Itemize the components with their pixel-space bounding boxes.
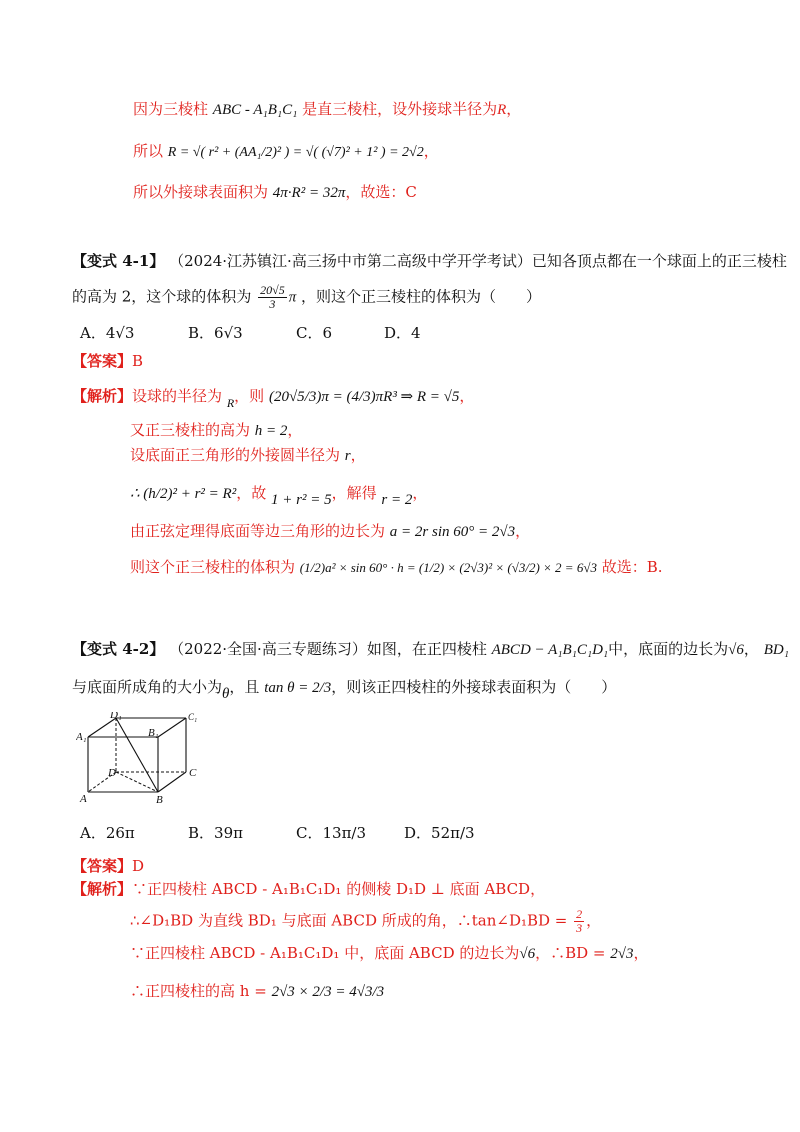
math-expr: BD₁ <box>763 642 789 658</box>
prev-line-3 <box>133 181 417 204</box>
text: ， <box>287 421 303 439</box>
q42-sol-3 <box>130 942 649 965</box>
q41-option-b: B．6√3 <box>188 324 243 342</box>
analysis-label: 【解析】 <box>72 880 133 898</box>
frac-den: 3 <box>576 921 583 935</box>
question-tag: 【变式 4-2】 <box>72 640 165 658</box>
q41-sol-6 <box>130 556 663 579</box>
frac-num: 2 <box>576 907 583 921</box>
frac-num: 20√5 <box>260 283 285 297</box>
text: 设底面正三角形的外接圆半径为 <box>130 446 341 464</box>
q42-sol-4 <box>130 980 384 1003</box>
text: ，故选：C <box>345 183 417 201</box>
label-b: B <box>156 794 163 804</box>
analysis-label: 【解析】 <box>72 387 133 405</box>
text: 是直三棱柱，设外接球半径为 <box>302 100 498 118</box>
tan-fraction <box>574 908 584 935</box>
math-expr: a = 2r sin 60° = 2√3 <box>389 524 516 540</box>
label-b1: B₁ <box>148 727 159 739</box>
frac-den: 3 <box>269 297 276 311</box>
label-d: D <box>108 767 116 779</box>
q41-sol-5 <box>130 520 530 543</box>
answer-value: D <box>132 857 145 875</box>
math-expr: ABCD − A₁B₁C₁D₁ <box>491 642 609 658</box>
text: 由正弦定理得底面等边三角形的边长为 <box>130 522 386 540</box>
question-text: 中，底面的边长为 <box>608 640 729 658</box>
edge-c1b1 <box>158 718 186 737</box>
text: ， <box>350 446 366 464</box>
text: ，解得 <box>331 484 377 502</box>
text: 则这个正三棱柱的体积为 <box>130 558 296 576</box>
question-text: 与底面所成角的大小为 <box>72 678 223 696</box>
text: ，故 <box>236 484 267 502</box>
math-var: R <box>497 102 507 118</box>
math-expr: (20√5/3)π = (4/3)πR³ ⇒ R = √5 <box>268 389 460 405</box>
answer-label: 【答案】 <box>72 857 133 875</box>
q42-option-a: A．26π <box>80 824 135 842</box>
math-var: θ <box>222 686 230 702</box>
math-expr: √6 <box>728 642 744 658</box>
q42-sol-2 <box>130 908 601 935</box>
q42-answer <box>72 855 144 877</box>
prism-figure <box>76 712 206 804</box>
math-expr: 4π·R² = 32π <box>272 185 346 201</box>
math-var: r <box>344 448 351 464</box>
math-var: π <box>288 289 297 306</box>
text: ∵正四棱柱 ABCD - A₁B₁C₁D₁ 的侧棱 D₁D ⊥ 底面 ABCD， <box>132 880 546 898</box>
q42-line-1 <box>72 638 789 661</box>
text: ，∴BD = <box>535 944 606 962</box>
q41-answer <box>72 350 143 372</box>
question-text: 的高为 2，这个球的体积为 <box>72 287 252 306</box>
q42-option-c: C．13π/3 <box>296 824 367 842</box>
question-text: （2022·全国·高三专题练习）如图，在正四棱柱 <box>169 640 487 658</box>
text: 所以外接球表面积为 <box>133 183 269 201</box>
text: ， <box>423 142 439 160</box>
math-expr: 2√3 × 2/3 = 4√3/3 <box>271 984 385 1000</box>
math-var: R <box>226 396 235 410</box>
edge-bc <box>158 772 186 792</box>
math-expr: 1 + r² = 5 <box>270 492 332 508</box>
q41-sol-1 <box>72 385 474 414</box>
label-d1: D₁ <box>110 712 122 721</box>
question-text: ，则这个正三棱柱的体积为（ ） <box>301 287 542 306</box>
math-expr: 2√3 <box>610 946 634 962</box>
math-expr: h = 2 <box>254 423 288 439</box>
text: ， <box>459 387 475 405</box>
question-text: （2024·江苏镇江·高三扬中市第二高级中学开学考试）已知各顶点都在一个球面上的正三棱柱 <box>169 252 787 270</box>
math-expr: (1/2)a² × sin 60° · h = (1/2) × (2√3)² × (√3/2) × 2 = 6√3 <box>299 560 597 575</box>
text: ∵正四棱柱 ABCD - A₁B₁C₁D₁ 中，底面 ABCD 的边长为 <box>130 944 520 962</box>
text: ， <box>633 944 649 962</box>
q42-option-b: B．39π <box>188 824 243 842</box>
label-a: A <box>80 793 87 804</box>
q41-sol-2 <box>130 419 302 442</box>
text: ∴正四棱柱的高 h = <box>130 982 267 1000</box>
q42-sol-1 <box>72 878 545 900</box>
text: ， <box>506 100 522 118</box>
math-expr: √6 <box>519 946 536 962</box>
q41-line-1 <box>72 250 787 272</box>
question-text: ，则该正四棱柱的外接球表面积为（ ） <box>331 678 617 696</box>
label-c1: C₁ <box>188 712 198 722</box>
label-c: C <box>189 767 197 779</box>
q42-option-d: D．52π/3 <box>404 824 475 842</box>
math-expr: ∴ (h/2)² + r² = R² <box>130 486 237 502</box>
text: 设球的半径为 <box>132 387 223 405</box>
text: ， <box>412 484 428 502</box>
label-a1: A₁ <box>76 731 87 743</box>
q42-line-2 <box>72 676 616 705</box>
text: ， <box>586 911 602 930</box>
math-expr: tan θ = 2/3 <box>264 680 332 696</box>
text: ，则 <box>234 387 265 405</box>
prev-line-2 <box>133 140 439 164</box>
text: 因为三棱柱 <box>133 100 209 118</box>
answer-value: B <box>132 352 144 370</box>
text: 又正三棱柱的高为 <box>130 421 251 439</box>
text: 所以 <box>133 142 164 160</box>
prev-line-1 <box>133 98 521 121</box>
question-text: ，且 <box>229 678 260 696</box>
answer-label: 【答案】 <box>72 352 133 370</box>
text: ， <box>515 522 531 540</box>
math-expr: r = 2 <box>381 492 413 508</box>
q41-option-d: D．4 <box>384 324 421 342</box>
volume-fraction <box>258 284 287 311</box>
q41-sol-4 <box>130 482 427 511</box>
q41-option-a: A．4√3 <box>80 324 135 342</box>
prism-diagram <box>76 712 206 804</box>
text: ∴∠D₁BD 为直线 BD₁ 与底面 ABCD 所成的角，∴tan∠D₁BD = <box>130 911 568 930</box>
q41-line-2 <box>72 284 541 311</box>
math-expr: ABC - A₁B₁C₁ <box>212 102 298 118</box>
math-expr: R = √( r² + (AA₁/2)² ) = √( (√7)² + 1² ) = 2√2 <box>167 145 424 160</box>
question-tag: 【变式 4-1】 <box>72 252 165 270</box>
text: 故选：B. <box>601 558 663 576</box>
q41-option-c: C．6 <box>296 324 333 342</box>
q41-sol-3 <box>130 444 366 467</box>
question-text: ， <box>743 640 759 658</box>
